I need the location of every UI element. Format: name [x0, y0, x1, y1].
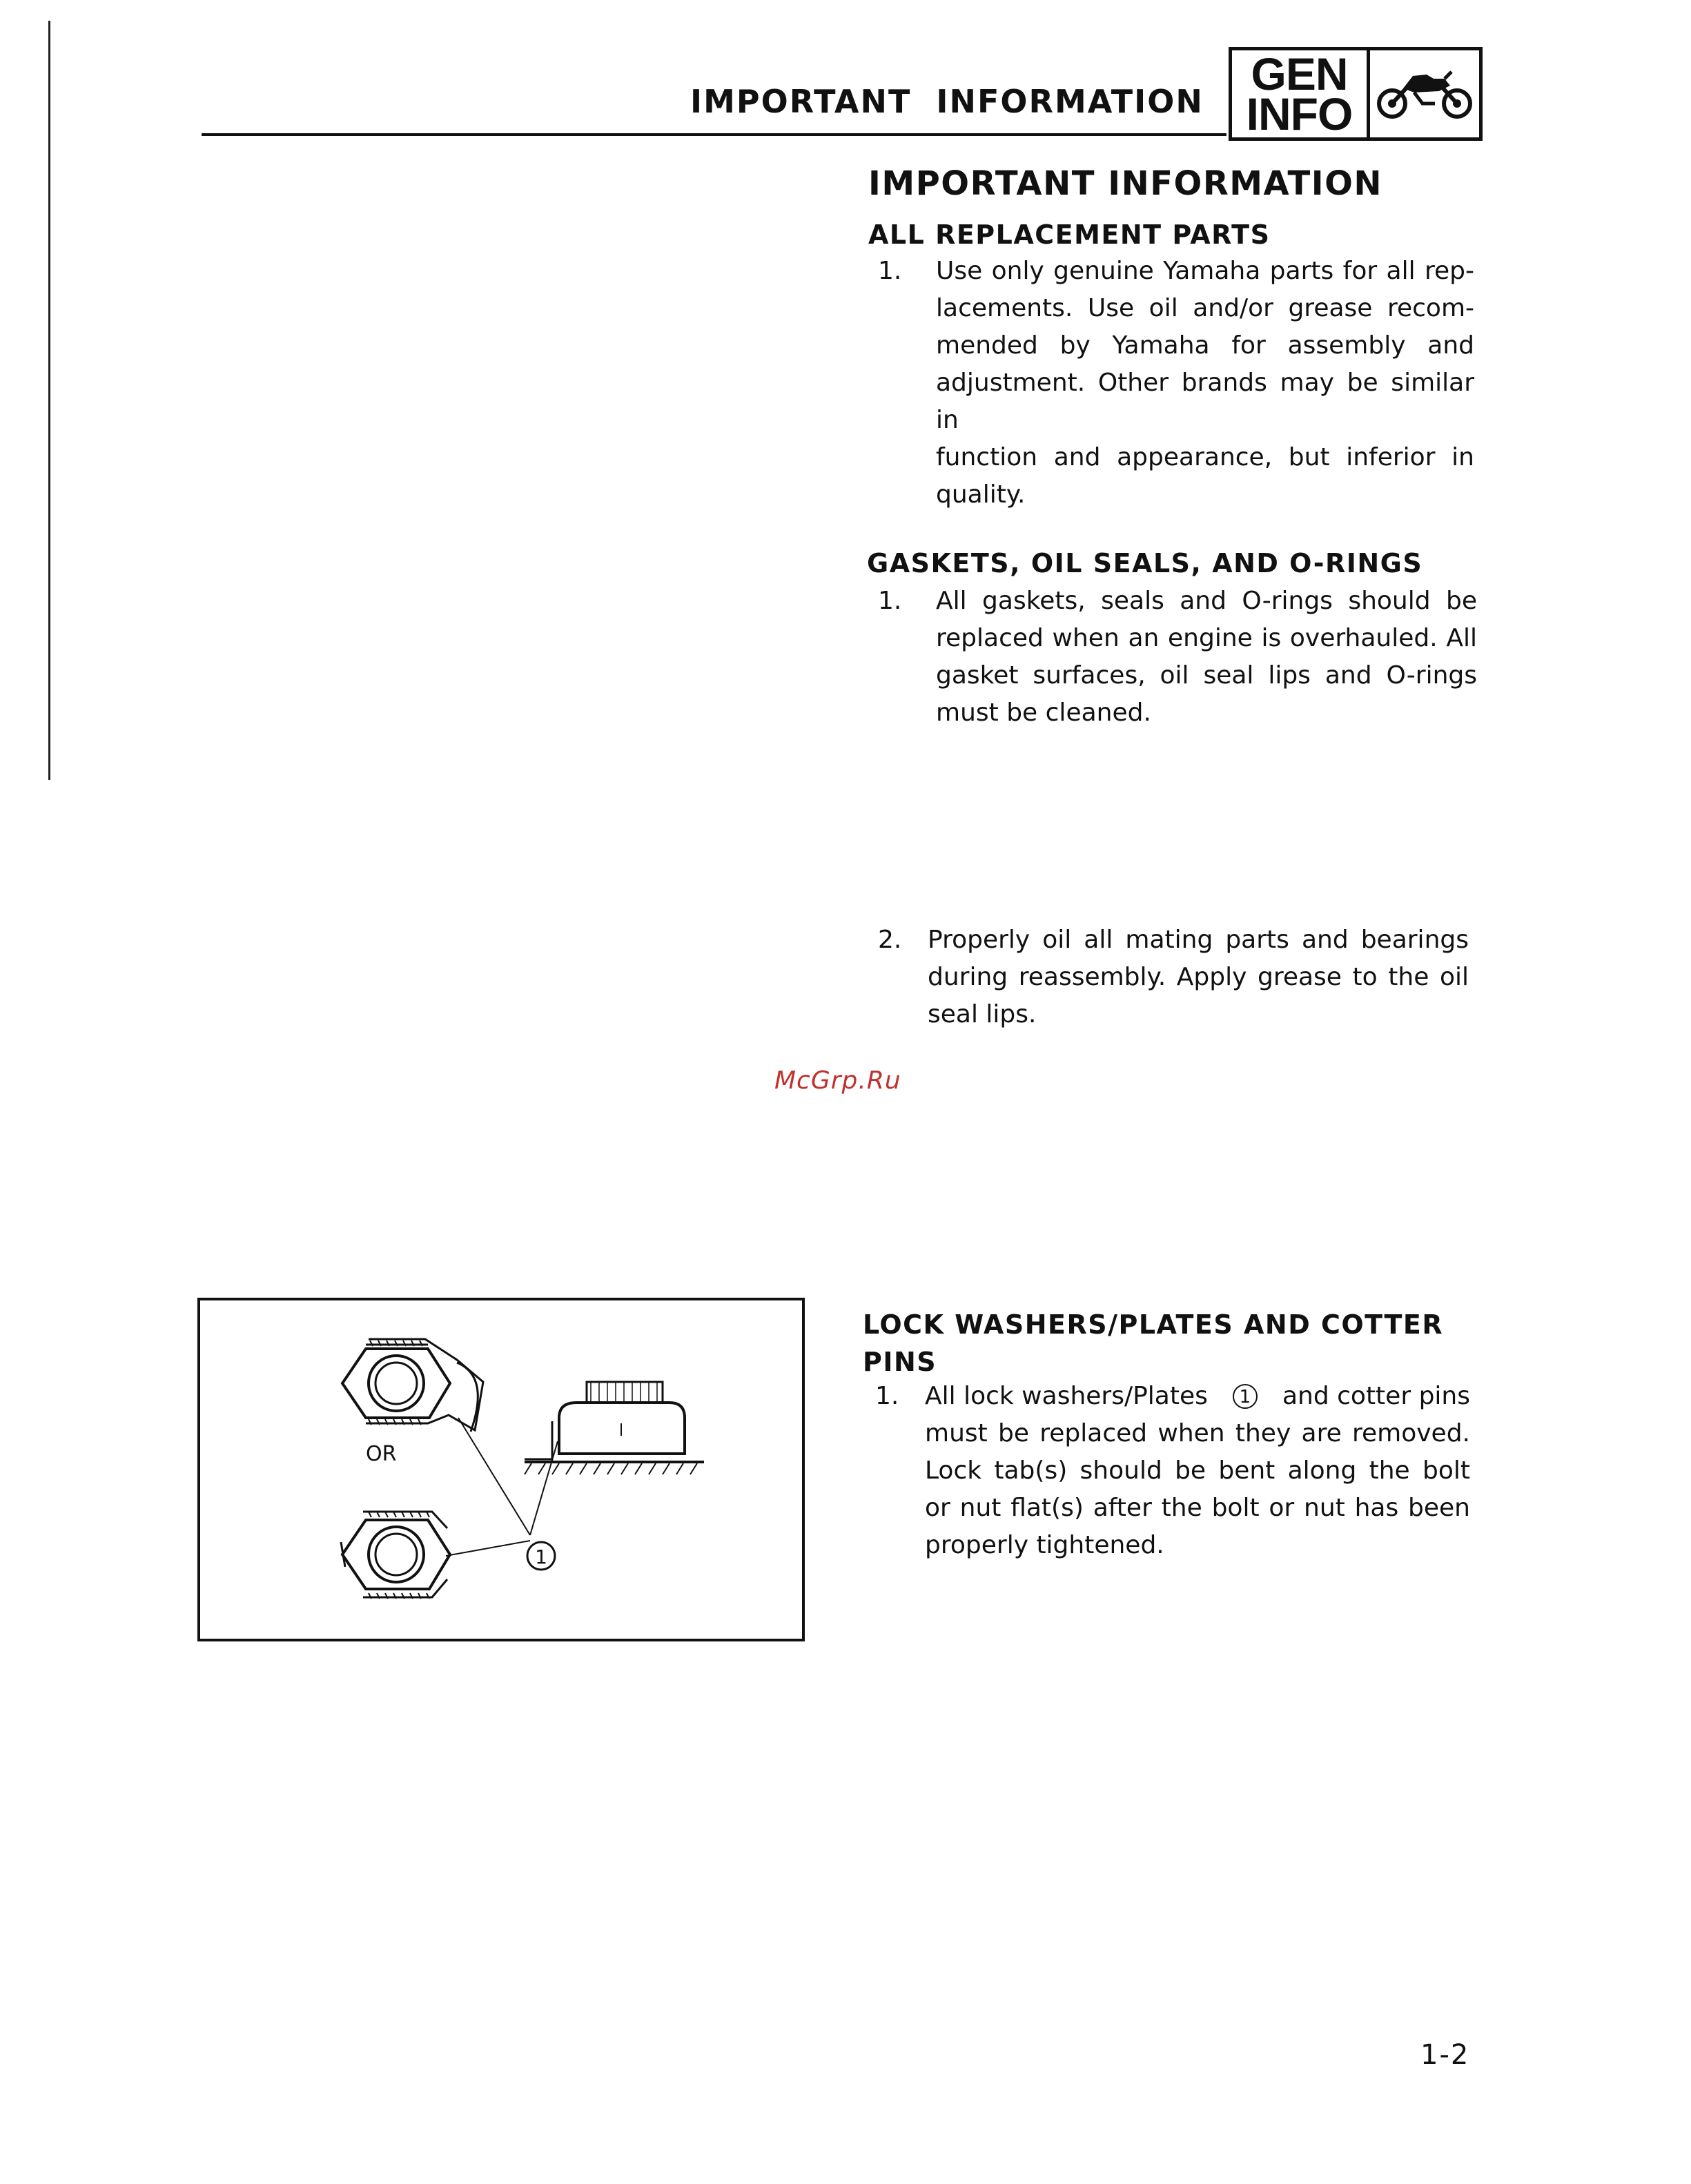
text-line: gasket surfaces, oil seal lips and O-rings [936, 661, 1477, 690]
running-header-title: IMPORTANT INFORMATION [690, 83, 1204, 120]
list-item [878, 922, 1474, 1039]
text-line: adjustment. Other brands may be similar in [936, 369, 1474, 434]
page-title: IMPORTANT INFORMATION [868, 164, 1383, 203]
upper-nut-with-tab-washer [342, 1339, 483, 1432]
list-item [878, 583, 1477, 734]
item-text [936, 253, 1474, 514]
heading-gaskets: GASKETS, OIL SEALS, AND O-RINGS [867, 548, 1423, 578]
text-line: Use only genuine Yamaha parts for all rep- [936, 257, 1474, 285]
text-line: lacements. Use oil and/or grease recom- [936, 294, 1474, 322]
text-line: or nut flat(s) after the bolt or nut has been [925, 1494, 1470, 1522]
header-rule [202, 133, 1226, 136]
badge-text [1232, 50, 1370, 137]
text-line [925, 1378, 1470, 1415]
text-line: All gaskets, seals and O-rings should be [936, 587, 1477, 615]
text-line: mended by Yamaha for assembly and [936, 331, 1474, 360]
lock-washer-figure [197, 1298, 805, 1641]
text-fragment: and cotter pins [1282, 1382, 1470, 1410]
text-line: Properly oil all mating parts and bearings [928, 926, 1469, 954]
page-number: 1-2 [1420, 2039, 1470, 2071]
heading-line: LOCK WASHERS/PLATES AND COTTER [863, 1309, 1444, 1340]
callout-marker: 1 [1233, 1384, 1258, 1409]
heading-lock-washers [863, 1306, 1443, 1381]
list-item [878, 253, 1474, 509]
text-line: Lock tab(s) should be bent along the bolt [925, 1456, 1470, 1485]
lower-nut-with-tab-washer [341, 1512, 450, 1599]
callout-number: 1 [535, 1546, 547, 1568]
badge-line-info: INFO [1246, 88, 1353, 139]
lock-washer-illustration [200, 1300, 802, 1639]
item-number: 1. [878, 587, 902, 615]
text-line: properly tightened. [925, 1531, 1164, 1559]
leader-line [446, 1541, 530, 1556]
list-item [875, 1378, 1474, 1571]
leader-line [530, 1441, 558, 1535]
text-line: must be cleaned. [936, 699, 1151, 727]
heading-line: PINS [863, 1347, 937, 1377]
item-text [928, 922, 1469, 1033]
item-text [925, 1378, 1470, 1564]
page-margin-line [48, 21, 50, 780]
heading-replacement-parts: ALL REPLACEMENT PARTS [868, 220, 1271, 250]
text-line: during reassembly. Apply grease to the oil [928, 963, 1469, 991]
section-badge [1229, 47, 1483, 141]
text-line: seal lips. [928, 1000, 1037, 1028]
watermark: McGrp.Ru [774, 1066, 901, 1095]
item-number: 1. [875, 1382, 899, 1410]
item-number: 1. [878, 257, 902, 285]
leader-line [458, 1418, 530, 1535]
text-fragment: All lock washers/Plates [925, 1382, 1208, 1410]
text-line: function and appearance, but inferior in [936, 443, 1474, 471]
item-text [936, 583, 1477, 732]
motorcycle-icon [1370, 50, 1479, 137]
item-number: 2. [878, 926, 902, 954]
text-line: replaced when an engine is overhauled. All [936, 624, 1477, 652]
badge-line-gen: GEN [1251, 48, 1348, 99]
text-line: must be replaced when they are removed. [925, 1419, 1470, 1447]
text-line: quality. [936, 480, 1026, 509]
or-label: OR [366, 1442, 397, 1466]
